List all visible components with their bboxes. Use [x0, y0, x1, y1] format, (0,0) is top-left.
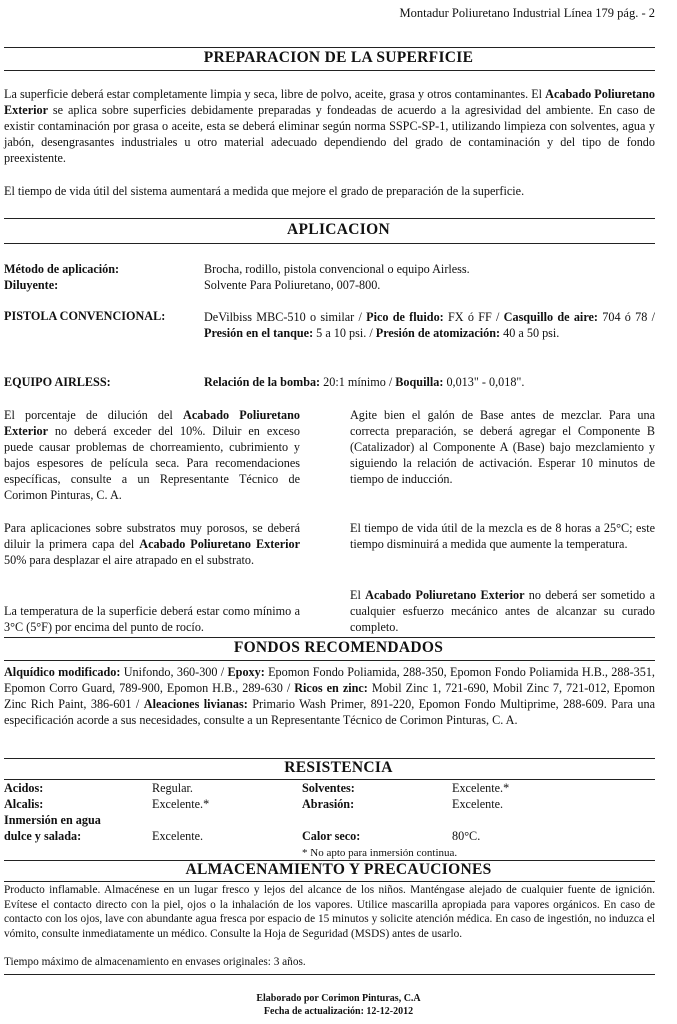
section-title-aplicacion: APLICACION	[287, 221, 390, 238]
inmersion-label-1: Inmersión en agua	[4, 813, 101, 827]
abrasion-label: Abrasión:	[302, 797, 355, 811]
right-paragraph-3: El Acabado Poliuretano Exterior no deberá ser sometido a cualquier esfuerzo mecánico antes de alcanzar su curado completo.	[350, 588, 655, 634]
footer-line-2: Fecha de actualización: 12-12-2012	[263, 1006, 414, 1017]
calor-value: 80°C.	[452, 829, 481, 843]
preparacion-paragraph-2: El tiempo de vida útil del sistema aumentará a medida que mejore el grado de preparación de la superficie.	[4, 184, 525, 198]
diluyente-label: Diluyente:	[4, 278, 59, 292]
divider	[4, 779, 655, 780]
section-title-resistencia: RESISTENCIA	[284, 759, 393, 776]
divider	[4, 974, 655, 975]
page-header: Montadur Poliuretano Industrial Línea 179 pág. - 2	[399, 6, 655, 20]
footer-line-1: Elaborado por Corimon Pinturas, C.A	[256, 993, 421, 1004]
pistola-value: DeVilbiss MBC-510 o similar / Pico de fluido: FX ó FF / Casquillo de aire: 704 ó 78 / Presión en el tanque: 5 a 10 psi. / Presión de atomización: 40 a 50 psi.	[204, 310, 655, 340]
fondos-paragraph: Alquídico modificado: Unifondo, 360-300 / Epoxy: Epomon Fondo Poliamida, 288-350, Epomon Fondo Poliamida H.B., 288-351, Epomon Corro Guard, 789-900, Epomon H.B., 289-630 / Ricos en zinc: Mobil Zinc 1, 721-690, Mobil Zinc 7, 721-012, Epomon Zinc Rich Paint, 386-601 / Aleaciones livianas: Primario Wash Primer, 891-220, Epomon Fondo Multiprime, 288-609. Para una especificación acorde a sus necesidades, consulte a un Representante Técnico de Corimon Pinturas, C. A.	[4, 665, 655, 727]
diluyente-value: Solvente Para Poliuretano, 007-800.	[204, 278, 381, 292]
airless-value: Relación de la bomba: 20:1 mínimo / Boquilla: 0,013" - 0,018".	[204, 375, 525, 389]
inmersion-label-2: dulce y salada:	[4, 829, 82, 843]
divider	[4, 70, 655, 71]
preparacion-paragraph-1: La superficie deberá estar completamente limpia y seca, libre de polvo, aceite, grasa y otros contaminantes. El Acabado Poliuretano Exterior se aplica sobre superficies debidamente preparadas y fondeadas de acuerdo a la agresividad del ambiente. En caso de existir contaminación por grasa o aceite, esta se deberá eliminar según norma SSPC-SP-1, utilizando limpieza con solventes, agua y jabón, desengrasantes industriales u otro material adecuado dependiendo del grado de contaminación y del tipo de fondo preexistente.	[4, 87, 656, 165]
section-title-almacenamiento: ALMACENAMIENTO Y PRECAUCIONES	[185, 861, 492, 878]
section-title-preparacion: PREPARACION DE LA SUPERFICIE	[203, 49, 474, 66]
left-paragraph-1: El porcentaje de dilución del Acabado Poliuretano Exterior no deberá exceder del 10%. Diluir en exceso puede causar problemas de chorreamiento, cubrimiento y bajos espesores de película seca. Para recomendaciones específicas, consulte a un Representante Técnico de Corimon Pinturas, C. A.	[4, 408, 300, 502]
divider	[4, 881, 655, 882]
left-paragraph-2: Para aplicaciones sobre substratos muy porosos, se deberá diluir la primera capa del Acabado Poliuretano Exterior 50% para desplazar el aire atrapado en el substrato.	[4, 521, 300, 567]
right-paragraph-2: El tiempo de vida útil de la mezcla es de 8 horas a 25°C; este tiempo disminuirá a medida que aumente la temperatura.	[350, 521, 655, 551]
acidos-value: Regular.	[152, 781, 193, 795]
section-title-fondos: FONDOS RECOMENDADOS	[233, 639, 444, 656]
airless-label: EQUIPO AIRLESS:	[4, 375, 111, 389]
inmersion-value: Excelente.	[152, 829, 204, 843]
almacenamiento-paragraph-1: Producto inflamable. Almacénese en un lugar fresco y lejos del alcance de los niños. Manténgase alejado de cualquier fuente de ignición. Evítese el contacto directo con la piel, ojos o la inhalación de los vapores. Utilice mascarilla apropiada para vapores orgánicos. En caso de contacto con los ojos, lave con abundante agua fresca por espacio de 15 minutos y solicite atención médica. En caso de ingestión, no induzca el vómito, consulte inmediatamente un médico. Consulte la Hoja de Seguridad (MSDS) antes de usarlo.	[4, 884, 655, 940]
solventes-label: Solventes:	[302, 781, 355, 795]
divider	[4, 218, 655, 219]
divider	[4, 243, 655, 244]
solventes-value: Excelente.*	[452, 781, 510, 795]
metodo-label: Método de aplicación:	[4, 262, 120, 276]
calor-label: Calor seco:	[302, 829, 361, 843]
abrasion-value: Excelente.	[452, 797, 504, 811]
alcalis-value: Excelente.*	[152, 797, 210, 811]
almacenamiento-paragraph-2: Tiempo máximo de almacenamiento en envases originales: 3 años.	[4, 956, 306, 968]
divider	[4, 660, 655, 661]
alcalis-label: Alcalis:	[4, 797, 44, 811]
acidos-label: Acidos:	[4, 781, 44, 795]
metodo-value: Brocha, rodillo, pistola convencional o equipo Airless.	[204, 262, 470, 276]
divider	[4, 637, 655, 638]
right-paragraph-1: Agite bien el galón de Base antes de mezclar. Para una correcta preparación, se deberá agregar el Componente B (Catalizador) al Componente A (Base) bajo mezclamiento y siguiendo la relación de activación. Esperar 10 minutos de tiempo de inducción.	[350, 408, 655, 486]
divider	[4, 47, 655, 48]
pistola-label: PISTOLA CONVENCIONAL:	[4, 309, 166, 323]
left-paragraph-3: La temperatura de la superficie deberá estar como mínimo a 3°C (5°F) por encima del punto de rocío.	[4, 604, 300, 634]
resistencia-note: * No apto para inmersión continua.	[302, 847, 458, 859]
